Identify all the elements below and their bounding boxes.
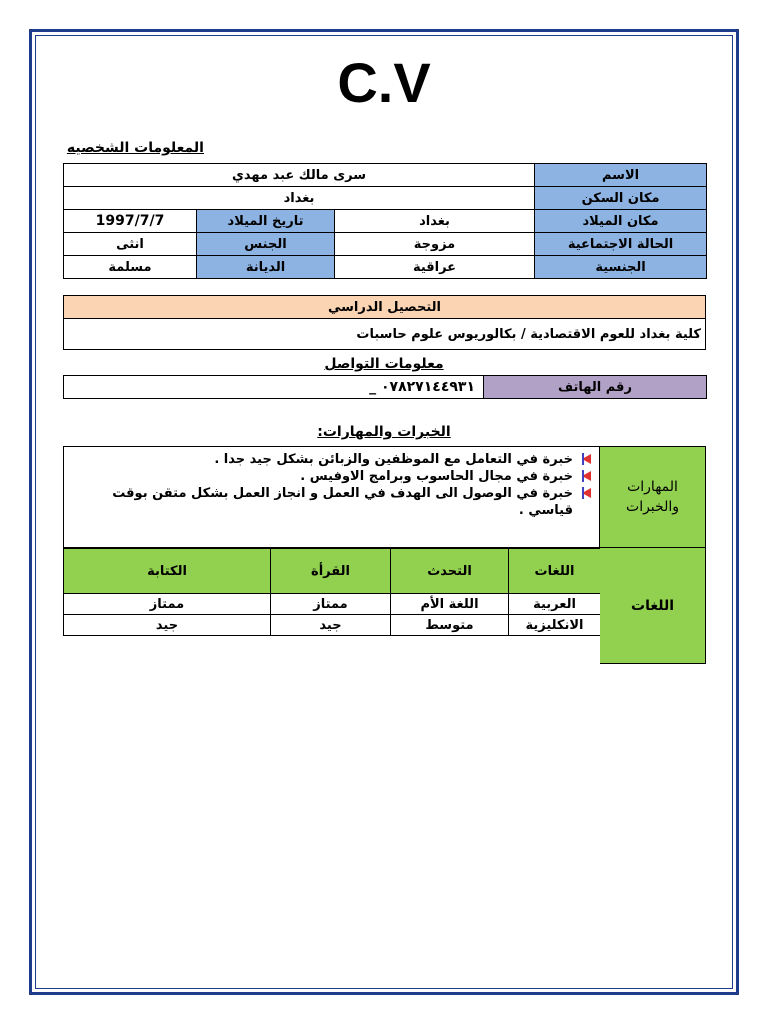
skills-label-line1: المهارات <box>627 479 678 495</box>
personal-info-table <box>63 163 707 279</box>
phone-label: رقم الهاتف <box>484 376 707 399</box>
skills-section <box>63 446 706 664</box>
marital-label: الحالة الاجتماعية <box>535 233 707 256</box>
table-row <box>64 376 707 399</box>
cell-reading: جيد <box>271 615 391 636</box>
table-row <box>64 594 601 615</box>
religion-value: مسلمة <box>64 256 197 279</box>
list-item <box>72 451 591 468</box>
cv-title: C.V <box>337 51 431 114</box>
table-row <box>64 233 707 256</box>
header-language: اللغات <box>509 549 601 594</box>
cell-language: الانكليزية <box>509 615 601 636</box>
table-row <box>64 549 601 594</box>
header-speaking: التحدث <box>391 549 509 594</box>
gender-value: انثى <box>64 233 197 256</box>
header-reading: القرأة <box>271 549 391 594</box>
birthdate-value: 1997/7/7 <box>64 210 197 233</box>
phone-value: ٠٧٨٢٧١٤٤٩٣١ _ <box>64 376 484 399</box>
marital-value: مزوجة <box>335 233 535 256</box>
table-row <box>64 296 706 319</box>
skill-text: خبرة في الوصول الى الهدف في العمل و انجاز العمل بشكل متقن بوقت قياسي . <box>112 486 573 518</box>
table-row <box>64 164 707 187</box>
skills-heading: الخبرات والمهارات: <box>317 424 451 440</box>
contact-table <box>63 375 707 399</box>
table-row <box>64 256 707 279</box>
arrow-bullet-icon <box>577 470 591 482</box>
skills-label-line2: والخبرات <box>626 499 679 515</box>
skill-text: خبرة في مجال الحاسوب وبرامج الاوفيس . <box>300 469 573 484</box>
arrow-bullet-icon <box>577 487 591 499</box>
languages-table <box>63 548 601 636</box>
cell-speaking: اللغة الأم <box>391 594 509 615</box>
birthplace-label: مكان الميلاد <box>535 210 707 233</box>
nationality-label: الجنسية <box>535 256 707 279</box>
list-item <box>72 485 591 519</box>
education-value: كلية بغداد للعوم الاقتصادية / بكالوريوس علوم حاسبات <box>64 319 706 350</box>
residence-label: مكان السكن <box>535 187 707 210</box>
cell-speaking: متوسط <box>391 615 509 636</box>
languages-label: اللغات <box>600 548 706 664</box>
skills-list <box>63 446 600 548</box>
personal-info-heading: المعلومات الشخصيه <box>66 140 204 156</box>
cell-language: العربية <box>509 594 601 615</box>
religion-label: الديانة <box>197 256 335 279</box>
list-item <box>72 468 591 485</box>
name-label: الاسم <box>535 164 707 187</box>
table-row <box>64 319 706 350</box>
education-table <box>63 295 706 350</box>
arrow-bullet-icon <box>577 453 591 465</box>
skill-text: خبرة في التعامل مع الموظفين والزبائن بشكل جيد جدا . <box>214 452 573 467</box>
birthdate-label: تاريخ الميلاد <box>197 210 335 233</box>
header-writing: الكتابة <box>64 549 271 594</box>
education-heading: التحصيل الدراسي <box>64 296 706 319</box>
cell-reading: ممتاز <box>271 594 391 615</box>
skills-label <box>600 446 706 548</box>
table-row <box>64 210 707 233</box>
name-value: سرى مالك عبد مهدي <box>64 164 535 187</box>
nationality-value: عراقية <box>335 256 535 279</box>
contact-heading: معلومات التواصل <box>324 356 444 372</box>
table-row <box>64 615 601 636</box>
cell-writing: ممتاز <box>64 594 271 615</box>
table-row <box>64 187 707 210</box>
birthplace-value: بغداد <box>335 210 535 233</box>
gender-label: الجنس <box>197 233 335 256</box>
cell-writing: جيد <box>64 615 271 636</box>
residence-value: بغداد <box>64 187 535 210</box>
